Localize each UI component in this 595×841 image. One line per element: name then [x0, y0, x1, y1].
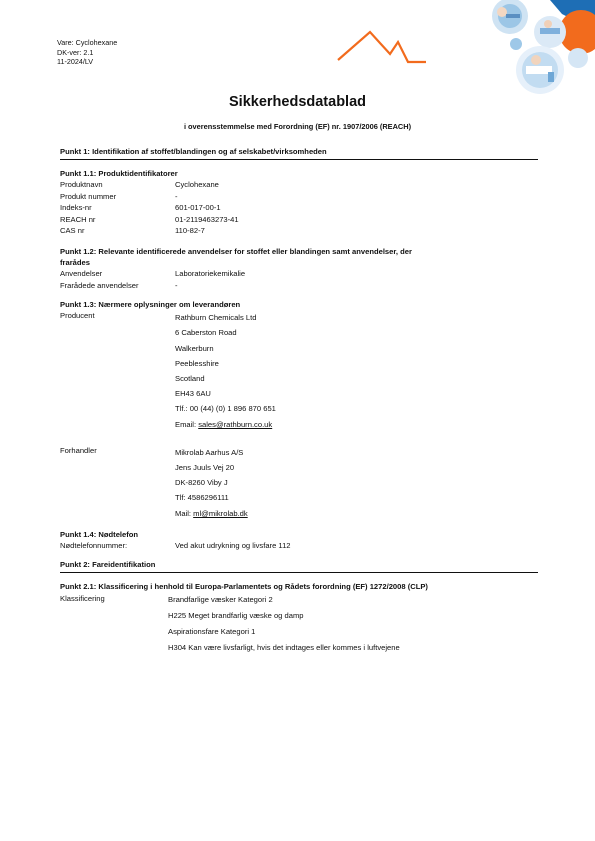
section-1-2-title [60, 246, 538, 268]
field-label: CAS nr [60, 226, 85, 236]
field-label: Frarådede anvendelser [60, 280, 139, 290]
classification-line: H304 Kan være livsfarligt, hvis det indtages eller kommes i luftvejene [168, 643, 400, 653]
address-line: DK-8260 Viby J [175, 478, 228, 488]
section-1-4 [60, 530, 538, 552]
company-logo [336, 24, 428, 72]
forhandler-row [60, 445, 538, 521]
section-1-4-title: Punkt 1.4: Nødtelefon [60, 529, 139, 539]
address-line: Peeblesshire [175, 358, 219, 368]
address-line: Scotland [175, 373, 205, 383]
product-line: Vare: Cyclohexane [57, 38, 118, 47]
field-label: Produktnavn [60, 180, 103, 189]
classification-line: Aspirationsfare Kategori 1 [168, 627, 256, 637]
email-prefix: Email: [175, 419, 199, 429]
producent-row [60, 310, 538, 432]
phone-line: Tlf.: 00 (44) (0) 1 896 870 651 [175, 404, 276, 414]
field-value: 110-82-7 [175, 226, 205, 236]
section-heading-punkt-1: Punkt 1: Identifikation af stoffet/blandingen og af selskabet/virksomheden [60, 147, 538, 160]
section-heading-punkt-2: Punkt 2: Fareidentifikation [60, 560, 538, 573]
producent-email-link[interactable]: sales@rathburn.co.uk [198, 419, 273, 429]
field-label: Indeks-nr [60, 203, 92, 213]
field-value: Laboratoriekemikalie [175, 268, 246, 278]
field-value: - [175, 280, 178, 290]
phone-line: Tlf: 4586296111 [175, 493, 229, 503]
field-row [60, 540, 538, 552]
forhandler-label: Forhandler [60, 445, 97, 455]
field-label: Nødtelefonnummer: [60, 540, 128, 550]
email-line [175, 417, 538, 432]
field-value: 01-2119463273-41 [175, 214, 239, 224]
producent-address [175, 310, 538, 432]
classification-row [60, 592, 538, 656]
mail-line [175, 506, 538, 521]
date-line: 11-2024/LV [57, 57, 94, 67]
document-title: Sikkerhedsdatablad [229, 94, 366, 110]
classification-line: H225 Meget brandfarlig væske og damp [168, 611, 304, 621]
classification-line: Brandfarlige væsker Kategori 2 [168, 595, 273, 605]
address-line: 6 Caberston Road [175, 328, 237, 338]
field-row [60, 268, 538, 280]
section-1-1 [60, 169, 538, 237]
section-1-3 [60, 300, 538, 521]
document-body [60, 147, 538, 665]
field-label: Produkt nummer [60, 191, 117, 201]
section-1-2 [60, 246, 538, 291]
field-row [60, 280, 538, 292]
section-2-1 [60, 582, 538, 656]
producent-label: Producent [60, 311, 95, 321]
address-line: Rathburn Chemicals Ltd [175, 313, 257, 323]
section-1-2-title-line-1: Punkt 1.2: Relevante identificerede anvendelser for stoffet eller blandingen samt anvendelser, der [60, 246, 412, 256]
document-subtitle: i overensstemmelse med Forordning (EF) nr. 1907/2006 (REACH) [183, 122, 412, 131]
address-line: Walkerburn [175, 343, 214, 353]
lab-photo-collage-image [466, 0, 595, 96]
field-value: Cyclohexane [175, 180, 219, 189]
field-row [60, 202, 538, 214]
field-value: Ved akut udrykning og livsfare 112 [175, 540, 291, 550]
section-2-1-title: Punkt 2.1: Klassificering i henhold til Europa-Parlamentets og Rådets forordning (EF) 1272/2008 (CLP) [60, 582, 428, 592]
version-line: DK-ver: 2.1 [57, 47, 94, 57]
classification-label: Klassificering [60, 594, 105, 604]
field-row [60, 179, 538, 191]
address-line: EH43 6AU [175, 389, 211, 399]
field-label: Anvendelser [60, 268, 103, 278]
field-row [60, 225, 538, 237]
field-value: - [175, 191, 178, 201]
mail-prefix: Mail: [175, 508, 194, 518]
document-meta [57, 38, 117, 67]
field-row [60, 191, 538, 203]
address-line: Mikrolab Aarhus A/S [175, 447, 244, 457]
section-1-3-title: Punkt 1.3: Nærmere oplysninger om leverandøren [60, 300, 241, 310]
forhandler-address [175, 445, 538, 521]
field-row [60, 214, 538, 226]
forhandler-email-link[interactable]: ml@mikrolab.dk [193, 508, 248, 518]
classification-values [168, 592, 538, 656]
section-1-2-title-line-2: frarådes [60, 257, 90, 267]
field-label: REACH nr [60, 214, 96, 224]
field-value: 601-017-00-1 [175, 203, 221, 213]
section-1-1-title: Punkt 1.1: Produktidentifikatorer [60, 169, 178, 178]
address-line: Jens Juuls Vej 20 [175, 462, 235, 472]
